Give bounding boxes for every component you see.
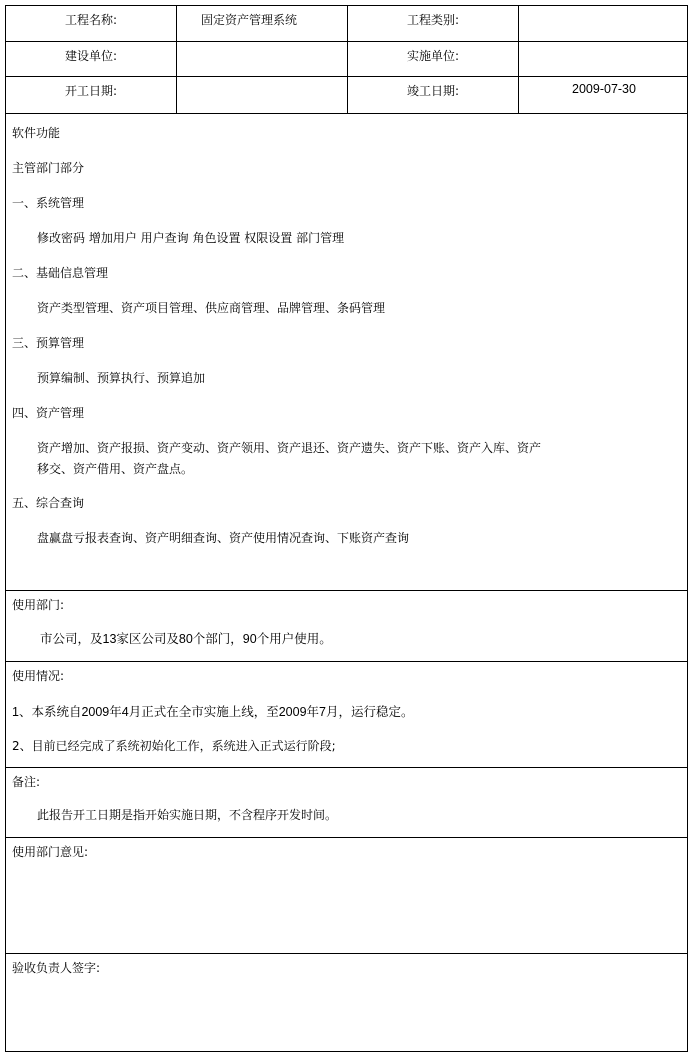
project-name-value: 固定资产管理系统: [177, 6, 348, 41]
opinion-section: [6, 838, 687, 954]
implementer-value: [519, 42, 689, 76]
finish-date-value: 2009-07-30: [572, 82, 636, 96]
functions-subtitle: 主管部门部分: [12, 161, 85, 175]
section-heading-assets: 四、资产管理: [12, 406, 85, 420]
section-content-assets-line2: 移交、资产借用、资产盘点。: [37, 462, 194, 476]
start-date-label: 开工日期:: [6, 77, 177, 113]
usage-item-1: 1、本系统自2009年4月正式在全市实施上线，至2009年7月，运行稳定。: [12, 705, 414, 719]
section-content-assets-line1: 资产增加、资产报损、资产变动、资产领用、资产退还、资产遗失、资产下账、资产入库、资产: [37, 441, 542, 455]
section-heading-query: 五、综合查询: [12, 496, 85, 510]
opinion-label: 使用部门意见:: [12, 845, 89, 859]
usage-label: 使用情况:: [12, 669, 65, 683]
section-heading-basic-info: 二、基础信息管理: [12, 266, 109, 280]
signature-section: [6, 954, 687, 1051]
finish-date-label: 竣工日期:: [348, 77, 519, 113]
project-name-label: 工程名称:: [6, 6, 177, 41]
remarks-section: [6, 768, 687, 838]
signature-label: 验收负责人签字:: [12, 961, 101, 975]
builder-value: [177, 42, 348, 76]
start-date-value: [177, 77, 348, 113]
usage-item-2: 2、目前已经完成了系统初始化工作，系统进入正式运行阶段;: [12, 739, 336, 753]
project-type-value: [519, 6, 689, 41]
builder-label: 建设单位:: [6, 42, 177, 76]
section-heading-budget: 三、预算管理: [12, 336, 85, 350]
section-content-basic-info: 资产类型管理、资产项目管理、供应商管理、品牌管理、条码管理: [37, 301, 386, 315]
functions-title: 软件功能: [12, 126, 61, 140]
departments-section: [6, 591, 687, 662]
project-type-label: 工程类别:: [348, 6, 519, 41]
section-content-system: 修改密码 增加用户 用户查询 角色设置 权限设置 部门管理: [37, 231, 345, 245]
usage-section: [6, 662, 687, 768]
header-row-project: [6, 6, 687, 42]
section-content-query: 盘赢盘亏报表查询、资产明细查询、资产使用情况查询、下账资产查询: [37, 531, 410, 545]
remarks-label: 备注:: [12, 775, 41, 789]
section-content-budget: 预算编制、预算执行、预算追加: [37, 371, 206, 385]
header-row-dates: [6, 77, 687, 114]
header-row-builder: [6, 42, 687, 77]
software-functions-section: [6, 114, 687, 591]
implementer-label: 实施单位:: [348, 42, 519, 76]
remarks-text: 此报告开工日期是指开始实施日期，不含程序开发时间。: [37, 808, 338, 822]
acceptance-form: [5, 5, 688, 1052]
departments-label: 使用部门:: [12, 598, 65, 612]
departments-text: 市公司，及13家区公司及80个部门，90个用户使用。: [40, 632, 332, 646]
section-heading-system: 一、系统管理: [12, 196, 85, 210]
